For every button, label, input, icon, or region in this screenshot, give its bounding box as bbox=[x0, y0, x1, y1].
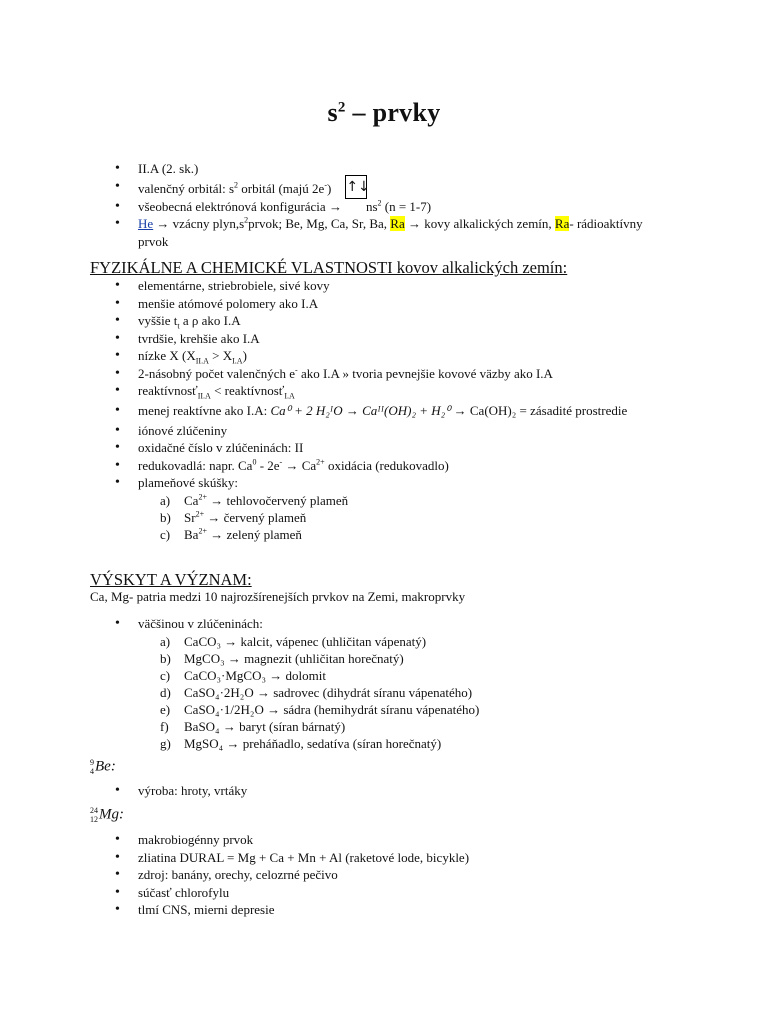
intro-list bbox=[112, 160, 643, 250]
highlight-ra: Ra bbox=[390, 216, 405, 231]
page-title: $s^2$ – prvky bbox=[327, 98, 441, 127]
list-item: • vyššie $t_t$ a ρ ako I.A bbox=[112, 312, 627, 330]
beryllium-label: 9 4Be: bbox=[90, 758, 116, 776]
compound-item: g) MgSO₄ → preháňadlo, sedatíva (síran horečnatý) bbox=[160, 736, 442, 751]
reaction-equation: Ca⁰ + 2 H₂ᴵO → Caᴵᴵ(OH)₂ + H₂⁰ bbox=[270, 402, 451, 418]
list-item: • valenčný orbitál: $s^2$ orbitál (majú 2e-) ↑↓ bbox=[112, 178, 643, 202]
list-item: • zliatina DURAL = Mg + Ca + Mn + Al (raketové lode, bicykle) bbox=[112, 849, 469, 867]
list-item: • menšie atómové polomery ako I.A bbox=[112, 295, 627, 313]
list-item: • nízke X $(X_{II.A} > X_{I.A})$ bbox=[112, 347, 627, 365]
list-item: • tvrdšie, krehšie ako I.A bbox=[112, 330, 627, 348]
magnesium-list bbox=[112, 831, 469, 919]
list-item: • zdroj: banány, orechy, celozrné pečivo bbox=[112, 866, 469, 884]
list-item: • makrobiogénny prvok bbox=[112, 831, 469, 849]
list-item: • iónové zlúčeniny bbox=[112, 422, 627, 440]
list-item: • II.A (2. sk.) bbox=[112, 160, 643, 178]
flame-test-list bbox=[160, 492, 348, 543]
he-link[interactable]: He bbox=[138, 216, 154, 231]
list-item: • elementárne, striebrobiele, sivé kovy bbox=[112, 277, 627, 295]
compound-item: d) CaSO₄·2H₂O → sadrovec (dihydrát síranu vápenatého) bbox=[160, 685, 473, 700]
list-item: • súčasť chlorofylu bbox=[112, 884, 469, 902]
magnesium-label: 24 12Mg: bbox=[90, 806, 124, 824]
properties-list bbox=[112, 277, 627, 492]
flame-item: c) $Ba^{2+}$ → zelený plameň bbox=[160, 526, 302, 542]
beryllium-list bbox=[112, 782, 247, 800]
orbital-box-icon: ↑↓ bbox=[345, 175, 367, 199]
list-item: • He → vzácny $plyn,s^2prvok$; Be, Mg, Ca, Sr, Ba, Ra → kovy alkalických zemín, Ra- rádioaktívny prvok bbox=[112, 215, 643, 250]
list-item: • 2-násobný počet valenčných e- ako I.A » tvoria pevnejšie kovové väzby ako I.A bbox=[112, 365, 627, 383]
occurrence-list bbox=[112, 615, 263, 633]
compound-item: a) CaCO₃ → kalcit, vápenec (uhličitan vápenatý) bbox=[160, 634, 427, 649]
compound-list bbox=[160, 633, 479, 752]
compound-item: e) CaSO₄·1/2H₂O → sádra (hemihydrát síranu vápenatého) bbox=[160, 702, 480, 717]
section-heading-properties: FYZIKÁLNE A CHEMICKÉ VLASTNOSTI kovov alkalických zemín: bbox=[90, 258, 568, 277]
occurrence-line: Ca, Mg- patria medzi 10 najrozšírenejších prvkov na Zemi, makroprvky bbox=[90, 589, 466, 604]
compound-item: b) MgCO₃ → magnezit (uhličitan horečnatý) bbox=[160, 651, 404, 666]
list-item: • väčšinou v zlúčeninách: bbox=[112, 615, 263, 633]
highlight-ra: Ra bbox=[554, 216, 570, 231]
list-item: • výroba: hroty, vrtáky bbox=[112, 782, 247, 800]
list-item: • všeobecná elektrónová konfigurácia → $ns^2$ (n = 1-7) bbox=[112, 198, 643, 216]
section-heading-occurrence: VÝSKYT A VÝZNAM: bbox=[90, 570, 252, 589]
compound-item: f) BaSO₄ → baryt (síran bárnatý) bbox=[160, 719, 346, 734]
list-item: • tlmí CNS, mierni depresie bbox=[112, 901, 469, 919]
compound-item: c) CaCO₃·MgCO₃ → dolomit bbox=[160, 668, 326, 683]
flame-item: a) $Ca^{2+}$ → tehlovočervený plameň bbox=[160, 492, 349, 508]
flame-item: b) $Sr^{2+}$ → červený plameň bbox=[160, 509, 307, 525]
list-item: • reaktívnosť$_{II.A}$ < reaktívnosť$_{I.A}$ bbox=[112, 382, 627, 400]
list-item: • redukovadlá: napr. $Ca^0 - 2e^- \to Ca^{2+}$ oxidácia (redukovadlo) bbox=[112, 457, 627, 475]
list-item: • plameňové skúšky: bbox=[112, 474, 627, 492]
list-item: • oxidačné číslo v zlúčeninách: II bbox=[112, 439, 627, 457]
list-item: • menej reaktívne ako I.A: Ca⁰ + 2 H₂ᴵO → Caᴵᴵ(OH)₂ + H₂⁰ → Ca(OH)₂ = zásadité prostredie bbox=[112, 400, 627, 422]
